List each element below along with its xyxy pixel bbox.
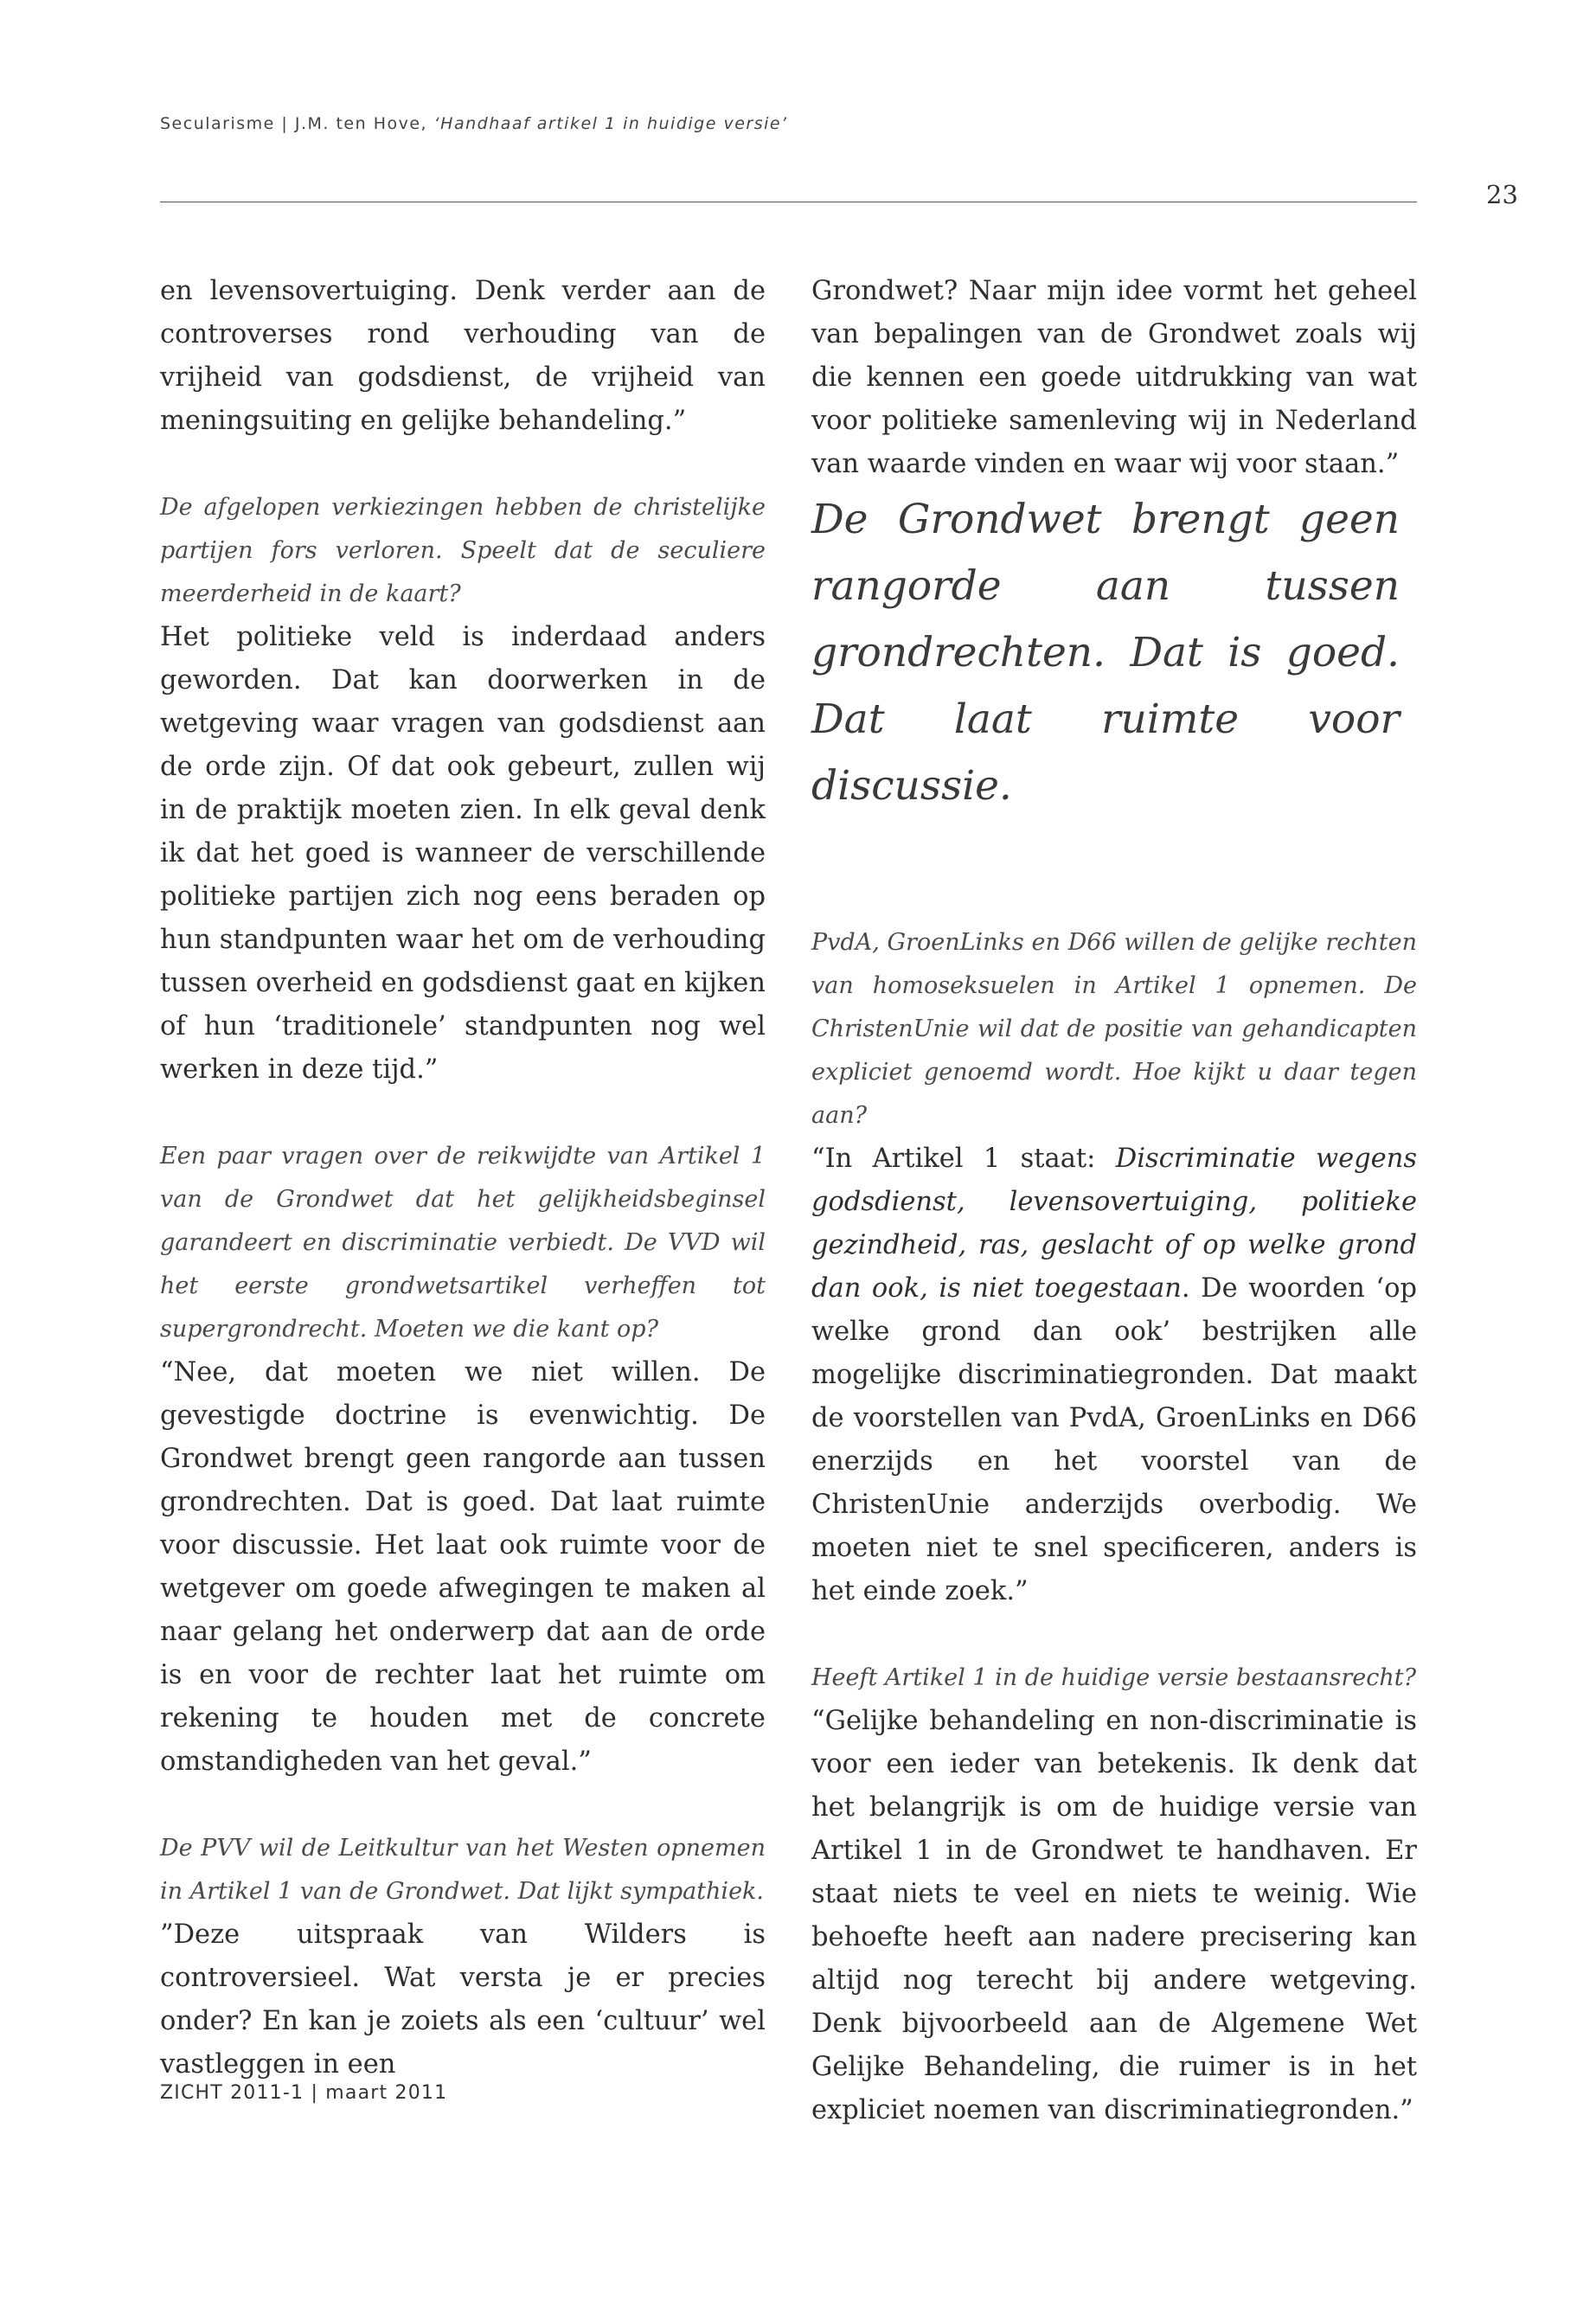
author-name: J.M. ten Hove,: [294, 114, 428, 133]
question-paragraph: Een paar vragen over de reikwijdte van Artikel 1 van de Grondwet dat het gelijkheidsbeginsel garandeert en discriminatie verbiedt. De VVD wil het eerste grondwetsartikel verheffen tot supergrondrecht. Moeten we die kant op?: [160, 1143, 766, 1343]
answer-paragraph: “Nee, dat moeten we niet willen. De gevestigde doctrine is evenwichtig. De Grondwet brengt geen rangorde aan tussen grondrechten. Dat is goed. Dat laat ruimte voor discussie. Het laat ook ruimte voor de wetgever om goede afwegingen te maken al naar gelang het onderwerp dat aan de orde is en voor de rechter laat het ruimte om rekening te houden met de concrete omstandigheden van het geval.”: [160, 1357, 766, 1777]
article-1-quote: Discriminatie wegens godsdienst, levensovertuiging, politieke gezindheid, ras, geslacht of op welke grond dan ook, is niet toegestaan: [811, 1144, 1418, 1304]
question-paragraph: De afgelopen verkiezingen hebben de christelijke partijen fors verloren. Speelt dat de seculiere meerderheid in de kaart?: [160, 494, 766, 607]
page-number: 23: [1486, 180, 1518, 209]
article-title: ‘Handhaaf artikel 1 in huidige versie’: [433, 114, 788, 133]
answer-paragraph: [811, 1138, 1417, 1613]
header-separator: |: [281, 114, 289, 133]
answer-rest: . De woorden ‘op welke grond dan ook’ bestrijken alle mogelijke discriminatiegronden. Dat maakt de voorstellen van PvdA, GroenLinks en D66 enerzijds en het voorstel van de ChristenUnie anderzijds overbodig. We moeten niet te snel specificeren, anders is het einde zoek.”: [811, 1273, 1417, 1606]
question-paragraph: De PVV wil de Leitkultur van het Westen opnemen in Artikel 1 van de Grondwet. Dat lijkt sympathiek.: [160, 1835, 766, 1905]
question-paragraph: PvdA, GroenLinks en D66 willen de gelijke rechten van homoseksuelen in Artikel 1 opnemen. De ChristenUnie wil dat de positie van gehandicapten expliciet genoemd wordt. Hoe kijkt u daar tegen aan?: [811, 929, 1417, 1129]
answer-paragraph: “Gelijke behandeling en non-discriminatie is voor een ieder van betekenis. Ik denk dat het belangrijk is om de huidige versie van Artikel 1 in de Grondwet te handhaven. Er staat niets te veel en niets te weinig. Wie behoefte heeft aan nadere precisering kan altijd nog terecht bij andere wetgeving. Denk bijvoorbeeld aan de Algemene Wet Gelijke Behandeling, die ruimer is in het expliciet noemen van discriminatiegronden.”: [811, 1706, 1417, 2125]
left-column: [160, 270, 766, 2086]
right-column: [811, 270, 1417, 2132]
answer-paragraph: Grondwet? Naar mijn idee vormt het geheel van bepalingen van de Grondwet zoals wij die kennen een goede uitdrukking van wat voor politieke samenleving wij in Nederland van waarde vinden en waar wij voor staan.”: [811, 276, 1417, 479]
answer-paragraph: ”Deze uitspraak van Wilders is controversieel. Wat versta je er precies onder? En kan je zoiets als een ‘cultuur’ wel vastleggen in een: [160, 1920, 766, 2080]
answer-paragraph: Het politieke veld is inderdaad anders geworden. Dat kan doorwerken in de wetgeving waar vragen van godsdienst aan de orde zijn. Of dat ook gebeurt, zullen wij in de praktijk moeten zien. In elk geval denk ik dat het goed is wanneer de verschillende politieke partijen zich nog eens beraden op hun standpunten waar het om de verhouding tussen overheid en godsdienst gaat en kijken of hun ‘traditionele’ standpunten nog wel werken in deze tijd.”: [160, 622, 766, 1085]
journal-issue: ZICHT 2011-1: [160, 2082, 304, 2104]
pull-quote: De Grondwet brengt geen rangorde aan tussen grondrechten. Dat is goed. Dat laat ruimte voor discussie.: [811, 496, 1400, 810]
question-paragraph: Heeft Artikel 1 in de huidige versie bestaansrecht?: [811, 1664, 1417, 1691]
footer-separator: |: [311, 2082, 319, 2104]
answer-intro: “In Artikel 1 staat:: [811, 1144, 1116, 1174]
running-head: [160, 114, 788, 133]
footer: [160, 2082, 447, 2104]
issue-date: maart 2011: [325, 2082, 448, 2104]
section-name: Secularisme: [160, 114, 275, 133]
answer-paragraph: en levensovertuiging. Denk verder aan de controverses rond verhouding van de vrijheid van godsdienst, de vrijheid van meningsuiting en gelijke behandeling.”: [160, 276, 766, 436]
